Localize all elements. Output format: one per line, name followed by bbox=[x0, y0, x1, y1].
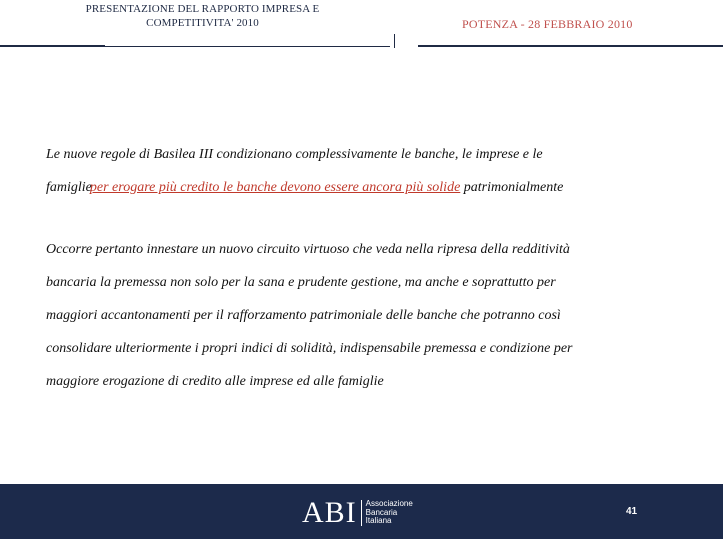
paragraph-line: Occorre pertanto innestare un nuovo circuito virtuoso che veda nella ripresa della redditività bbox=[46, 242, 570, 257]
abi-logo-sub-line1: Associazione bbox=[365, 499, 413, 509]
abi-logo-text: ABI bbox=[302, 496, 357, 529]
header-divider-tick bbox=[394, 34, 395, 48]
abi-logo bbox=[302, 498, 413, 528]
presentation-title-line1: PRESENTAZIONE DEL RAPPORTO IMPRESA E bbox=[85, 3, 320, 15]
paragraph-line: consolidare ulteriormente i propri indici di solidità, indispensabile premessa e condizione per bbox=[46, 341, 573, 356]
highlighted-statement: per erogare più credito le banche devono essere ancora più solide bbox=[89, 180, 461, 195]
paragraph-line: bancaria la premessa non solo per la sana e prudente gestione, ma anche e soprattutto per bbox=[46, 275, 556, 290]
footer-bar bbox=[0, 484, 723, 539]
abi-logo-separator bbox=[361, 500, 362, 526]
event-date: POTENZA - 28 FEBBRAIO 2010 bbox=[462, 17, 633, 31]
paragraph-line: maggiori accantonamenti per il rafforzamento patrimoniale delle banche che potranno così bbox=[46, 308, 561, 323]
page-number: 41 bbox=[626, 506, 638, 517]
paragraph-basilea-end: patrimonialmente bbox=[460, 180, 564, 195]
paragraph-redditivita bbox=[46, 233, 706, 398]
paragraph-basilea bbox=[46, 138, 706, 204]
abi-logo-sub-line2: Bancaria bbox=[365, 507, 398, 517]
abi-logo-subtitle bbox=[366, 500, 413, 526]
header-divider-left bbox=[0, 45, 105, 47]
presentation-title bbox=[50, 2, 355, 30]
presentation-title-line2: COMPETITIVITA' 2010 bbox=[146, 17, 259, 29]
paragraph-basilea-line2 bbox=[46, 171, 706, 204]
paragraph-basilea-start: famiglie bbox=[46, 180, 92, 195]
paragraph-basilea-line1: Le nuove regole di Basilea III condizionano complessivamente le banche, le imprese e le bbox=[46, 147, 543, 162]
header-divider-right bbox=[418, 45, 723, 47]
paragraph-line: maggiore erogazione di credito alle imprese ed alle famiglie bbox=[46, 374, 384, 389]
abi-logo-sub-line3: Italiana bbox=[365, 516, 392, 526]
header-divider-middle bbox=[105, 46, 390, 47]
